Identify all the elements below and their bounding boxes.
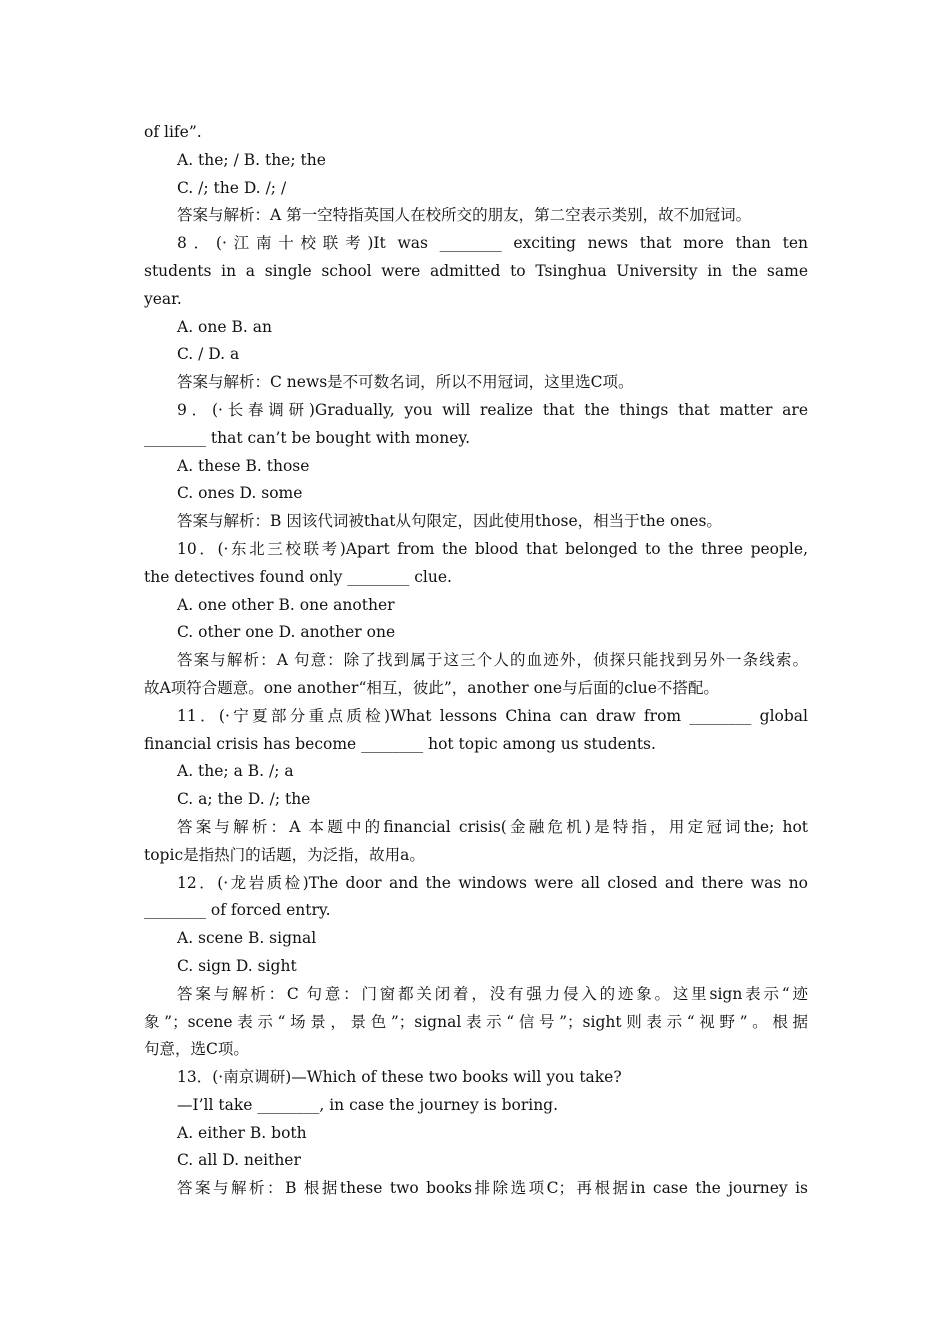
text-line: 答案与解析：A 本题中的financial crisis(金融危机)是特指，用定冠词the; hot xyxy=(177,817,808,836)
text-line: 答案与解析：C 句意：门窗都关闭着，没有强力侵入的迹象。这里sign表示“迹 xyxy=(177,984,808,1003)
text-line: A. these B. those xyxy=(177,456,310,475)
text-line: 象”；scene表示“场景，景色”；signal表示“信号”；sight则表示“视野”。根据 xyxy=(144,1012,808,1031)
text-line: 10．(·东北三校联考)Apart from the blood that belonged to the three people, xyxy=(177,539,808,558)
text-line: 11．(·宁夏部分重点质检)What lessons China can draw from ________ global xyxy=(177,706,808,725)
text-line: A. the; / B. the; the xyxy=(177,150,326,169)
text-line: C. ones D. some xyxy=(177,484,303,503)
text-line: C. /; the D. /; / xyxy=(177,178,287,197)
text-line: C. all D. neither xyxy=(177,1151,301,1170)
text-line: ________ that can’t be bought with money. xyxy=(144,428,471,447)
text-line: 句意，选C项。 xyxy=(144,1040,249,1059)
text-line: 13．(·南京调研)—Which of these two books will you take? xyxy=(177,1068,622,1087)
text-line: 答案与解析：A 第一空特指英国人在校所交的朋友，第二空表示类别，故不加冠词。 xyxy=(177,206,752,225)
text-line: C. / D. a xyxy=(177,345,240,364)
text-line: C. sign D. sight xyxy=(177,956,297,975)
text-line: financial crisis has become ________ hot topic among us students. xyxy=(144,734,656,753)
text-line: 9．(·长春调研)Gradually, you will realize that the things that matter are xyxy=(177,400,808,419)
text-line: A. the; a B. /; a xyxy=(177,762,294,781)
text-line: A. scene B. signal xyxy=(177,929,317,948)
text-line: of life”. xyxy=(144,123,202,141)
text-line: 答案与解析：A 句意：除了找到属于这三个人的血迹外，侦探只能找到另外一条线索。 xyxy=(177,651,808,670)
text-line: year. xyxy=(144,289,182,308)
document-body xyxy=(144,119,808,1203)
text-line: students in a single school were admitted to Tsinghua University in the same xyxy=(144,261,808,280)
text-line: topic是指热门的话题，为泛指，故用a。 xyxy=(144,845,425,864)
text-line: C. a; the D. /; the xyxy=(177,790,311,809)
text-line: 答案与解析：C news是不可数名词，所以不用冠词，这里选C项。 xyxy=(177,373,634,392)
text-line: A. one other B. one another xyxy=(177,595,395,614)
text-line: ________ of forced entry. xyxy=(144,901,331,920)
text-line: —I’ll take ________, in case the journey is boring. xyxy=(177,1095,559,1114)
text-line: 12．(·龙岩质检)The door and the windows were all closed and there was no xyxy=(177,873,808,892)
text-line: the detectives found only ________ clue. xyxy=(144,567,452,586)
text-line: 故A项符合题意。one another“相互，彼此”，another one与后面的clue不搭配。 xyxy=(144,678,719,697)
text-line: A. one B. an xyxy=(177,317,272,336)
text-line: C. other one D. another one xyxy=(177,623,396,642)
text-line: 答案与解析：B 根据these two books排除选项C；再根据in case the journey is xyxy=(177,1179,808,1198)
text-line: A. either B. both xyxy=(177,1123,307,1142)
text-line: 8．(·江南十校联考)It was ________ exciting news that more than ten xyxy=(177,234,808,253)
text-line: 答案与解析：B 因该代词被that从句限定，因此使用those，相当于the ones。 xyxy=(177,512,722,531)
